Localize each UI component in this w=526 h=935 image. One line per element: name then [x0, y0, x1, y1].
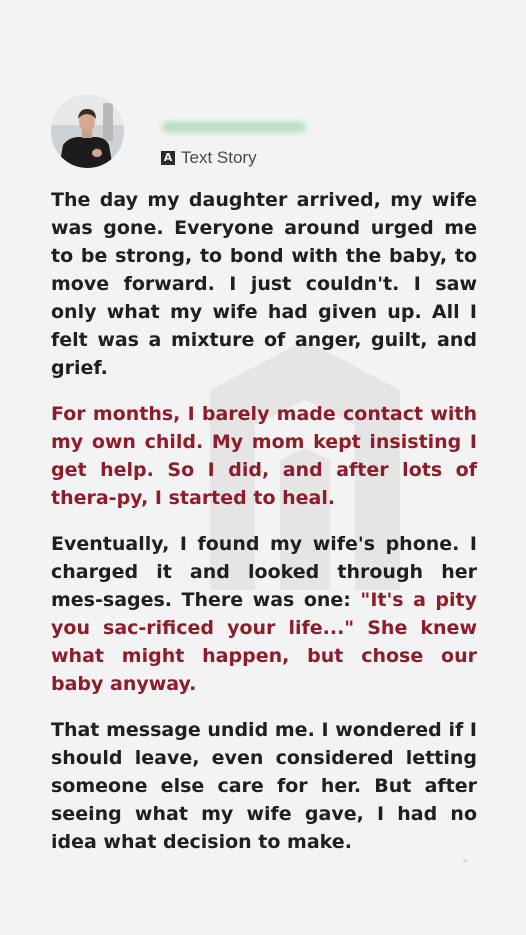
decorative-dot	[463, 859, 467, 863]
avatar[interactable]	[51, 95, 124, 168]
story-paragraph-4: That message undid me. I wondered if I should leave, even considered letting someone else care for her. But after seeing what my wife gave, I had no idea what decision to make.	[51, 719, 477, 853]
story-type-text: Text Story	[181, 148, 257, 167]
story-paragraph-3	[51, 530, 477, 698]
story-type-label	[161, 148, 257, 168]
story-paragraph-1: The day my daughter arrived, my wife was gone. Everyone around urged me to be strong, to bond with the baby, to move forward. I just couldn't. I saw only what my wife had given up. All I felt was a mixture of anger, guilt, and grief.	[51, 189, 477, 379]
profile-photo-icon	[51, 95, 124, 168]
author-name	[162, 121, 306, 133]
story-paragraph-3-quote: "It's a pity you sac-rificed your life..." She knew what might happen, but chose our baby anyway.	[51, 589, 478, 695]
text-story-icon: A	[161, 151, 175, 165]
story-header	[51, 95, 471, 171]
story-paragraph-3-intro: Eventually, I found my wife's phone. I charged it and looked through her mes-sages. There was one:	[51, 533, 477, 611]
story-body	[51, 186, 477, 874]
story-paragraph-2: For months, I barely made contact with my own child. My mom kept insisting I get help. So I did, and after lots of thera-py, I started to heal.	[51, 403, 477, 509]
